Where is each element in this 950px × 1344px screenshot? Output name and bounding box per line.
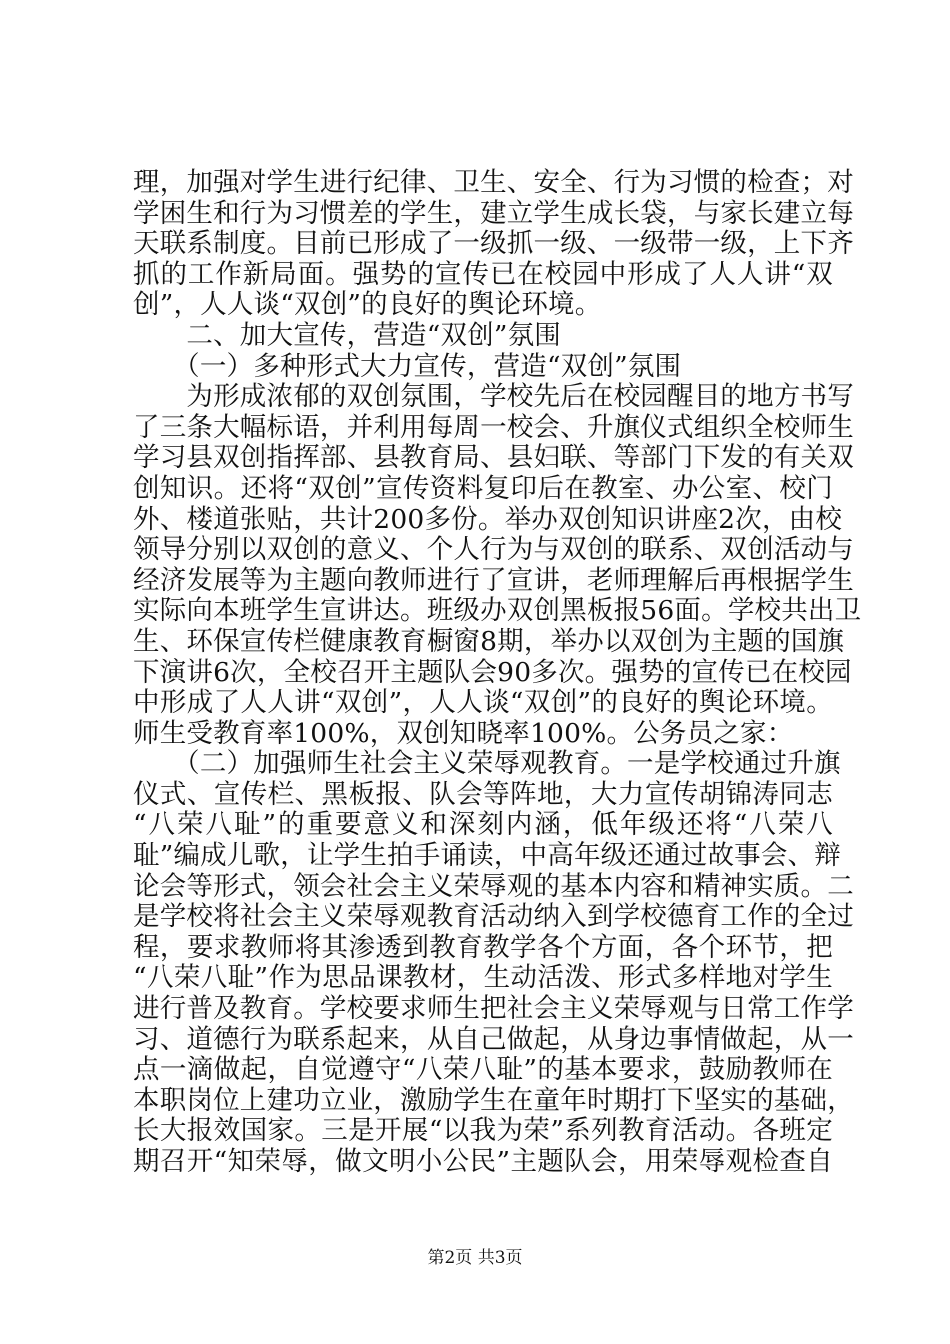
text-line: 点一滴做起，自觉遵守“八荣八耻”的基本要求，鼓励教师在 [133,1054,833,1086]
text-line: 程，要求教师将其渗透到教育教学各个方面，各个环节，把 [133,931,833,963]
text-line: 创知识。还将“双创”宣传资料复印后在教室、办公室、校门 [133,472,833,504]
text-line: 了三条大幅标语，并利用每周一校会、升旗仪式组织全校师生 [133,411,854,443]
text-line: 师生受教育率100%，双创知晓率100%。公务员之家： [133,717,794,749]
text-line: 二、加大宣传，营造“双创”氛围 [133,319,561,351]
text-line: 实际向本班学生宣讲达。班级办双创黑板报56面。学校共出卫 [133,595,862,627]
text-line: “八荣八耻”作为思品课教材，生动活泼、形式多样地对学生 [133,962,833,994]
text-line: 生、环保宣传栏健康教育橱窗8期，举办以双创为主题的国旗 [133,625,845,657]
text-line: 是学校将社会主义荣辱观教育活动纳入到学校德育工作的全过 [133,901,854,933]
text-line: 中形成了人人讲“双创”，人人谈“双创”的良好的舆论环境。 [133,687,833,719]
text-line: 学习县双创指挥部、县教育局、县妇联、等部门下发的有关双 [133,442,854,474]
page-number: 第2页 共3页 [427,1248,523,1268]
text-line: 经济发展等为主题向教师进行了宣讲，老师理解后再根据学生 [133,564,854,596]
text-line: 期召开“知荣辱，做文明小公民”主题队会，用荣辱观检查自 [133,1146,833,1177]
text-line: 抓的工作新局面。强势的宣传已在校园中形成了人人讲“双 [133,258,833,290]
text-line: 为形成浓郁的双创氛围，学校先后在校园醒目的地方书写 [133,381,854,413]
text-line: 进行普及教育。学校要求师生把社会主义荣辱观与日常工作学 [133,993,854,1025]
text-line: 习、道德行为联系起来，从自己做起，从身边事情做起，从一 [133,1023,854,1055]
document-body [133,167,862,1178]
text-line: 论会等形式，领会社会主义荣辱观的基本内容和精神实质。二 [133,870,854,902]
text-line: 耻”编成儿歌，让学生拍手诵读，中高年级还通过故事会、辩 [133,840,841,872]
page-footer [0,1247,950,1269]
text-line: （一）多种形式大力宣传，营造“双创”氛围 [133,350,682,382]
text-line: 学困生和行为习惯差的学生，建立学生成长袋，与家长建立每 [133,197,854,229]
text-line: 仪式、宣传栏、黑板报、队会等阵地，大力宣传胡锦涛同志 [133,778,833,810]
text-line: （二）加强师生社会主义荣辱观教育。一是学校通过升旗 [133,748,841,780]
text-line: 本职岗位上建功立业，激励学生在童年时期打下坚实的基础， [133,1084,854,1116]
text-line: 天联系制度。目前已形成了一级抓一级、一级带一级，上下齐 [133,228,854,260]
text-line: 创”，人人谈“双创”的良好的舆论环境。 [133,289,602,321]
text-line: 理，加强对学生进行纪律、卫生、安全、行为习惯的检查；对 [133,167,854,198]
text-line: 外、楼道张贴，共计200多份。举办双创知识讲座2次，由校 [133,503,843,535]
text-line: 下演讲6次，全校召开主题队会90多次。强势的宣传已在校园 [133,656,852,688]
text-line: 领导分别以双创的意义、个人行为与双创的联系、双创活动与 [133,534,854,566]
text-line: “八荣八耻”的重要意义和深刻内涵，低年级还将“八荣八 [133,809,833,841]
text-line: 长大报效国家。三是开展“以我为荣”系列教育活动。各班定 [133,1115,833,1147]
